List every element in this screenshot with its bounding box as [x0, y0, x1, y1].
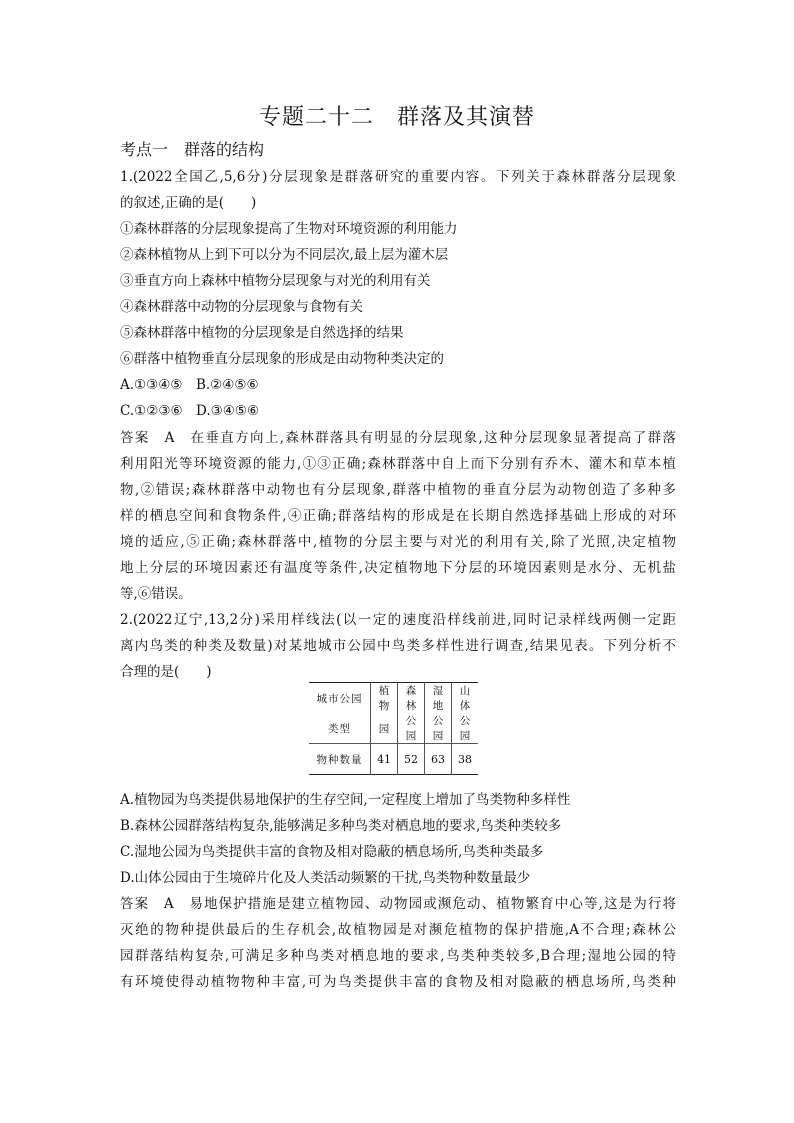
table-header-cell: 城市公园 — [316, 692, 363, 705]
page-title: 专题二十二 群落及其演替 — [258, 105, 535, 130]
q1-statement: ⑤森林群落中植物的分层现象是自然选择的结果 — [120, 325, 404, 341]
table-header-cell: 森林 — [398, 683, 425, 714]
q1-answer-line: 答案 A 在垂直方向上,森林群落具有明显的分层现象,这种分层现象显著提高了群落 — [120, 430, 676, 446]
q2-answer-line: 答案 A 易地保护措施是建立植物园、动物园或濒危动、植物繁育中心等,这是为行将 — [120, 896, 676, 912]
q1-statement: ①森林群落的分层现象提高了生物对环境资源的利用能力 — [120, 221, 458, 237]
table-header-cell: 园 — [371, 713, 398, 744]
q1-statement: ④森林群落中动物的分层现象与食物有关 — [120, 299, 363, 315]
q1-stem-line-1: 1.(2022全国乙,5,6分)分层现象是群落研究的重要内容。下列关于森林群落分层现象 — [120, 169, 676, 185]
q1-answer-line: 样的栖息空间和食物条件,④正确;群落结构的形成是在长期自然选择基础上形成的对环 — [120, 508, 676, 524]
q1-answer-line: 等,⑥错误。 — [120, 586, 192, 602]
table-header-cell: 公园 — [398, 713, 425, 744]
q1-options-line-2: C.①②③⑥ D.③④⑤⑥ — [120, 403, 260, 419]
q1-statement: ③垂直方向上森林中植物分层现象与对光的利用有关 — [120, 273, 431, 289]
table-cell: 63 — [425, 744, 452, 775]
q2-answer-line: 灭绝的物种提供最后的生存机会,故植物园是对濒危植物的保护措施,A不合理;森林公 — [120, 922, 676, 938]
q1-statement: ②森林植物从上到下可以分为不同层次,最上层为灌木层 — [120, 247, 449, 263]
table-cell: 41 — [371, 744, 398, 775]
table-header-cell: 公园 — [425, 713, 452, 744]
table-cell: 52 — [398, 744, 425, 775]
q1-stem-line-2: 的叙述,正确的是( ) — [120, 195, 257, 211]
table-header-cell: 公园 — [452, 713, 479, 744]
q1-answer-line: 境的适应,⑤正确;森林群落中,植物的分层主要与对光的利用有关,除了光照,决定植物 — [120, 534, 676, 550]
q2-answer-line: 园群落结构复杂,可满足多种鸟类对栖息地的要求,鸟类种类较多,B合理;湿地公园的特 — [120, 948, 676, 964]
q1-answer-line: 物,②错误;森林群落中动物也有分层现象,群落中植物的垂直分层为动物创造了多种多 — [120, 482, 676, 498]
table-header-cell: 山体 — [452, 683, 479, 714]
q2-option: B.森林公园群落结构复杂,能够满足多种鸟类对栖息地的要求,鸟类种类较多 — [120, 818, 562, 834]
table-cell: 38 — [452, 744, 479, 775]
table-row-label: 物种数量 — [309, 744, 371, 775]
q2-stem-line: 合理的是( ) — [120, 664, 212, 680]
q1-options-line-1: A.①③④⑤ B.②④⑤⑥ — [120, 377, 259, 393]
q2-answer-line: 有环境使得动植物物种丰富,可为鸟类提供丰富的食物及相对隐蔽的栖息场所,鸟类种 — [120, 974, 676, 990]
section-heading: 考点一 群落的结构 — [120, 140, 265, 159]
q2-option: D.山体公园由于生境碎片化及人类活动频繁的干扰,鸟类物种数量最少 — [120, 870, 531, 886]
q2-option: A.植物园为鸟类提供易地保护的生存空间,一定程度上增加了鸟类物种多样性 — [120, 792, 571, 808]
q1-statement: ⑥群落中植物垂直分层现象的形成是由动物种类决定的 — [120, 351, 444, 367]
q1-answer-line: 地上分层的环境因素还有温度等条件,决定植物地下分层的环境因素则是水分、无机盐 — [120, 560, 676, 576]
q2-option: C.湿地公园为鸟类提供丰富的食物及相对隐蔽的栖息场所,鸟类种类最多 — [120, 844, 544, 860]
q1-answer-line: 利用阳光等环境资源的能力,①③正确;森林群落中自上而下分别有乔木、灌木和草本植 — [120, 456, 676, 472]
table-header-cell: 植物 — [371, 683, 398, 714]
table-header-cell: 湿地 — [425, 683, 452, 714]
q2-stem-line: 离内鸟类的种类及数量)对某地城市公园中鸟类多样性进行调查,结果见表。下列分析不 — [120, 638, 676, 654]
q2-stem-line: 2.(2022辽宁,13,2分)采用样线法(以一定的速度沿样线前进,同时记录样线两侧一定距 — [120, 612, 676, 628]
table-header-cell: 类型 — [328, 722, 351, 735]
bird-species-table — [309, 682, 478, 775]
